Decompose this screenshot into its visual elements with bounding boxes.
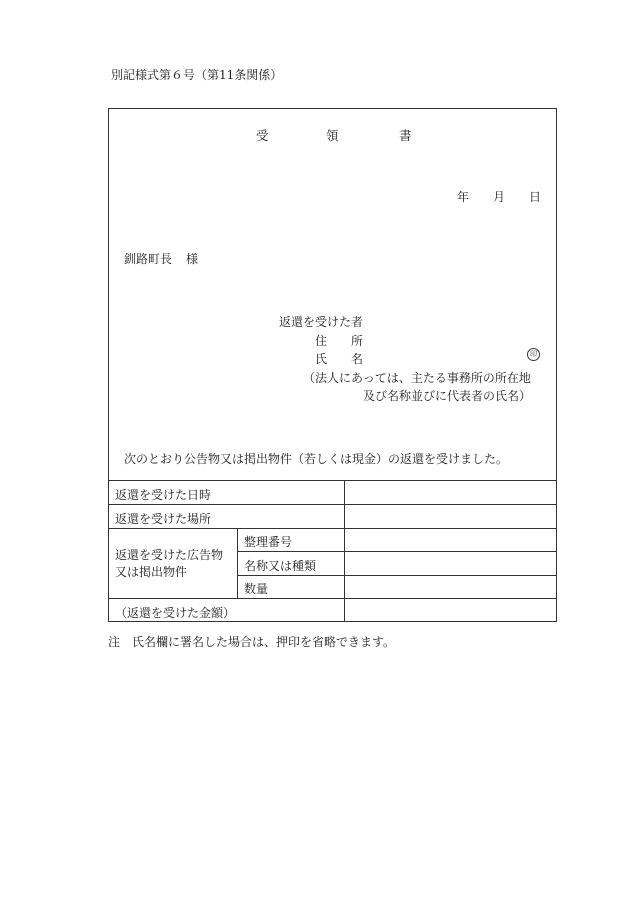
table-row-divider <box>108 504 557 505</box>
corporate-note-line1: （法人にあっては、主たる事務所の所在地 <box>303 371 531 385</box>
addressee <box>124 250 198 267</box>
title-char-3: 書 <box>399 128 412 143</box>
address-label-char-1: 住 <box>315 334 328 348</box>
receipt-form <box>108 108 557 622</box>
sub-label-quantity: 数量 <box>244 582 269 596</box>
addressee-name: 釧路町長 <box>124 252 173 266</box>
row-label-items-line1: 返還を受けた広告物 <box>115 548 224 562</box>
seal-mark: 印 <box>527 348 540 361</box>
table-top-border <box>108 480 557 481</box>
table-sublabel-column-divider <box>237 528 238 598</box>
row-label-datetime: 返還を受けた日時 <box>115 488 212 502</box>
row-label-place: 返還を受けた場所 <box>115 512 212 526</box>
table-value-column-divider <box>344 480 345 622</box>
title-char-1: 受 <box>256 128 269 143</box>
addressee-honorific: 様 <box>186 252 199 266</box>
receipt-statement: 次のとおり公告物又は掲出物件（若しくは現金）の返還を受けました。 <box>124 452 509 466</box>
sub-label-name: 名称又は種類 <box>244 559 317 573</box>
form-number-note: 別記様式第６号（第11条関係） <box>111 68 283 82</box>
footnote: 注 氏名欄に署名した場合は、押印を省略できます。 <box>108 635 396 649</box>
table-row-divider <box>108 598 557 599</box>
date-month-label: 月 <box>493 190 506 204</box>
returner-heading: 返還を受けた者 <box>279 315 364 329</box>
title-char-2: 領 <box>326 128 339 143</box>
row-label-items-line2: 又は掲出物件 <box>115 565 188 579</box>
row-label-amount: （返還を受けた金額） <box>115 606 236 620</box>
table-subrow-divider <box>237 551 557 552</box>
table-subrow-divider <box>237 575 557 576</box>
date-day-label: 日 <box>529 190 542 204</box>
sub-label-number: 整理番号 <box>244 535 293 549</box>
date-year-label: 年 <box>457 190 470 204</box>
name-label-char-1: 氏 <box>315 352 328 366</box>
corporate-note-line2: 及び名称並びに代表者の氏名） <box>363 389 532 403</box>
address-label-char-2: 所 <box>351 334 364 348</box>
table-row-divider <box>108 528 557 529</box>
name-label-char-2: 名 <box>351 352 364 366</box>
